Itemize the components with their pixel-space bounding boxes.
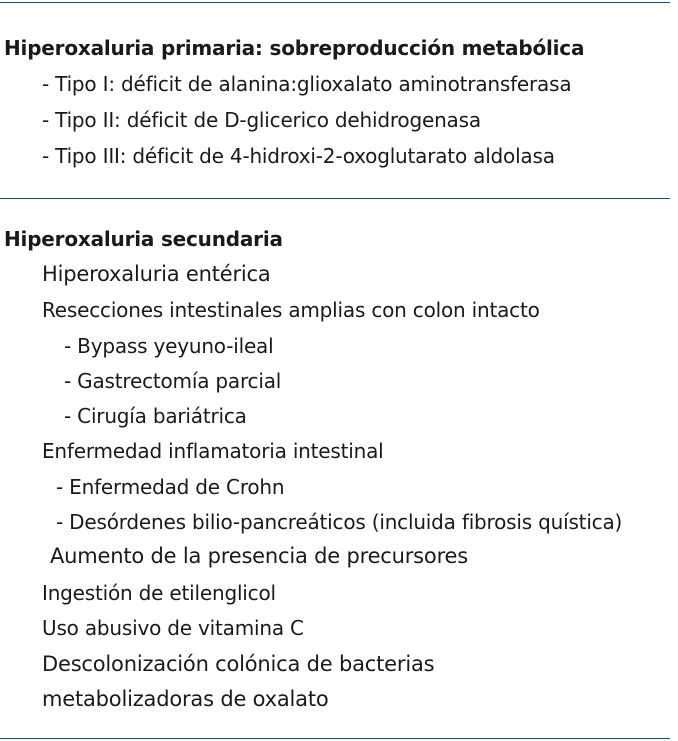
- precursor-item-vitamin-c: Uso abusivo de vitamina C: [42, 616, 304, 640]
- section-divider: [0, 198, 670, 199]
- precursor-item-ethylene-glycol: Ingestión de etilenglicol: [42, 581, 276, 605]
- primary-item-type-2: - Tipo II: déficit de D-glicerico dehidrogenasa: [42, 108, 481, 132]
- ibd-label: Enfermedad inflamatoria intestinal: [42, 439, 384, 463]
- primary-item-type-1: - Tipo I: déficit de alanina:glioxalato aminotransferasa: [42, 72, 572, 96]
- decolonization-line-1: Descolonización colónica de bacterias: [42, 652, 435, 676]
- precursors-title: Aumento de la presencia de precursores: [50, 544, 468, 568]
- resection-item-bariatric: - Cirugía bariátrica: [64, 404, 247, 428]
- resections-label: Resecciones intestinales amplias con colon intacto: [42, 298, 540, 322]
- enteric-title: Hiperoxaluria entérica: [42, 262, 271, 286]
- bottom-rule: [0, 738, 670, 739]
- ibd-item-biliopancreatic: - Desórdenes bilio-pancreáticos (incluida fibrosis quística): [56, 510, 623, 534]
- resection-item-gastrectomy: - Gastrectomía parcial: [64, 369, 282, 393]
- top-rule: [0, 2, 670, 3]
- primary-item-type-3: - Tipo III: déficit de 4-hidroxi-2-oxoglutarato aldolasa: [42, 144, 555, 168]
- resection-item-bypass: - Bypass yeyuno-ileal: [64, 334, 274, 358]
- primary-title: Hiperoxaluria primaria: sobreproducción metabólica: [4, 36, 585, 60]
- secondary-title: Hiperoxaluria secundaria: [4, 227, 283, 251]
- ibd-item-crohn: - Enfermedad de Crohn: [56, 475, 285, 499]
- decolonization-line-2: metabolizadoras de oxalato: [42, 687, 329, 711]
